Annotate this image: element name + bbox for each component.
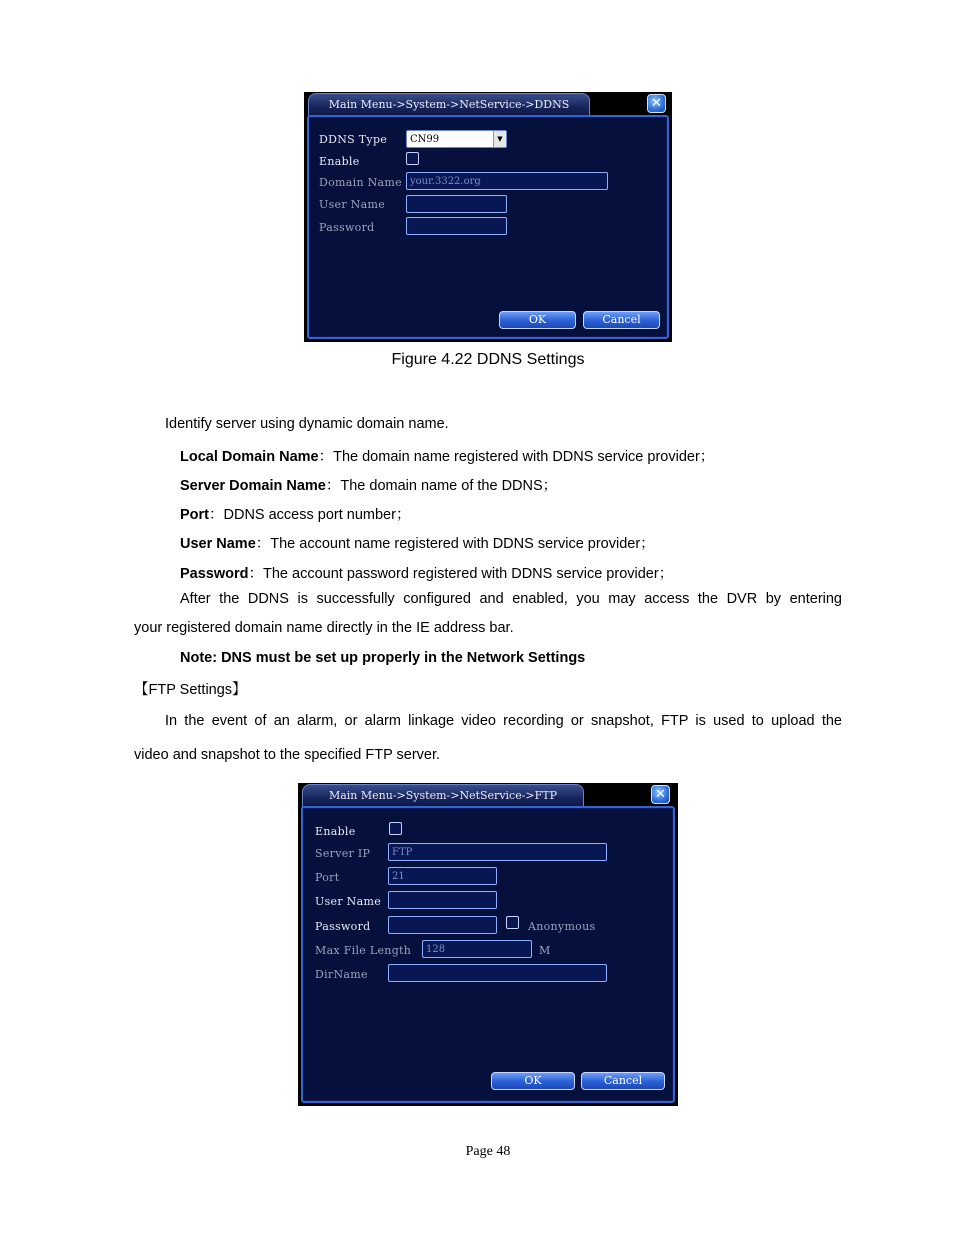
ftp-dialog (298, 783, 678, 1106)
paragraph-line: video and snapshot to the specified FTP server. (134, 747, 441, 763)
ddns-close-icon[interactable]: ✕ (647, 94, 666, 113)
cancel-button[interactable]: Cancel (581, 1072, 665, 1090)
definition-desc: DDNS access port number； (223, 507, 411, 523)
definition-desc: The account name registered with DDNS service provider； (270, 536, 655, 552)
definition-term: Port (180, 507, 209, 523)
definition-item (180, 474, 557, 495)
enable-label: Enable (315, 825, 356, 838)
ftp-dialog-title: Main Menu->System->NetService->FTP (302, 784, 584, 807)
intro-text: Identify server using dynamic domain name. (165, 416, 449, 432)
user-name-input[interactable] (406, 195, 507, 213)
ftp-enable-checkbox[interactable] (389, 822, 402, 835)
definition-desc: The domain name registered with DDNS service provider； (333, 449, 715, 465)
ddns-type-select[interactable] (406, 130, 507, 148)
definition-desc: The domain name of the DDNS； (340, 478, 558, 494)
unit-label: M (539, 944, 551, 957)
ok-button[interactable]: OK (491, 1072, 575, 1090)
domain-name-label: Domain Name (319, 176, 402, 189)
chevron-down-icon[interactable]: ▼ (493, 131, 506, 147)
user-name-label: User Name (315, 895, 382, 908)
paragraph-line: After the DDNS is successfully configured and enabled, you may access the DVR by entering (180, 591, 842, 607)
user-name-input[interactable] (388, 891, 497, 909)
figure-caption: Figure 4.22 DDNS Settings (391, 351, 585, 368)
server-ip-label: Server IP (315, 847, 371, 860)
note-text: Note: DNS must be set up properly in the Network Settings (180, 650, 586, 666)
definition-item (180, 562, 673, 583)
definition-term: Local Domain Name (180, 449, 319, 465)
definition-sep: ： (318, 449, 334, 465)
anonymous-label: Anonymous (528, 920, 596, 933)
ddns-dialog (304, 92, 672, 342)
domain-name-input[interactable]: your.3322.org (406, 172, 608, 190)
server-ip-input[interactable]: FTP (388, 843, 607, 861)
port-input[interactable]: 21 (388, 867, 497, 885)
password-label: Password (315, 920, 371, 933)
ddns-dialog-title: Main Menu->System->NetService->DDNS (308, 93, 590, 116)
ddns-type-value: CN99 (410, 134, 440, 145)
user-name-label: User Name (319, 198, 386, 211)
password-label: Password (319, 221, 375, 234)
dir-name-label: DirName (315, 968, 368, 981)
definition-term: User Name (180, 536, 256, 552)
page-number: Page 48 (465, 1144, 511, 1159)
ddns-type-label: DDNS Type (319, 133, 388, 146)
definition-sep: ： (255, 536, 271, 552)
ddns-enable-checkbox[interactable] (406, 152, 419, 165)
max-file-length-input[interactable]: 128 (422, 940, 532, 958)
definition-sep: ： (325, 478, 341, 494)
definition-sep: ： (248, 566, 263, 582)
ftp-close-icon[interactable]: ✕ (651, 785, 670, 804)
cancel-button[interactable]: Cancel (583, 311, 660, 329)
password-input[interactable] (406, 217, 507, 235)
paragraph-line: your registered domain name directly in the IE address bar. (134, 620, 514, 636)
dir-name-input[interactable] (388, 964, 607, 982)
port-label: Port (315, 871, 340, 884)
anonymous-checkbox[interactable] (506, 916, 519, 929)
ok-button[interactable]: OK (499, 311, 576, 329)
definition-desc: The account password registered with DDNS service provider； (263, 566, 674, 582)
definition-item (180, 445, 714, 466)
definition-item (180, 532, 655, 553)
definition-item (180, 503, 410, 524)
ftp-heading: 【FTP Settings】 (134, 682, 247, 698)
definition-term: Password (180, 566, 249, 582)
definition-sep: ： (209, 507, 224, 523)
enable-label: Enable (319, 155, 360, 168)
password-input[interactable] (388, 916, 497, 934)
definition-term: Server Domain Name (180, 478, 326, 494)
max-file-length-label: Max File Length (315, 944, 412, 957)
paragraph-line: In the event of an alarm, or alarm linkage video recording or snapshot, FTP is used to upload the (165, 713, 842, 729)
